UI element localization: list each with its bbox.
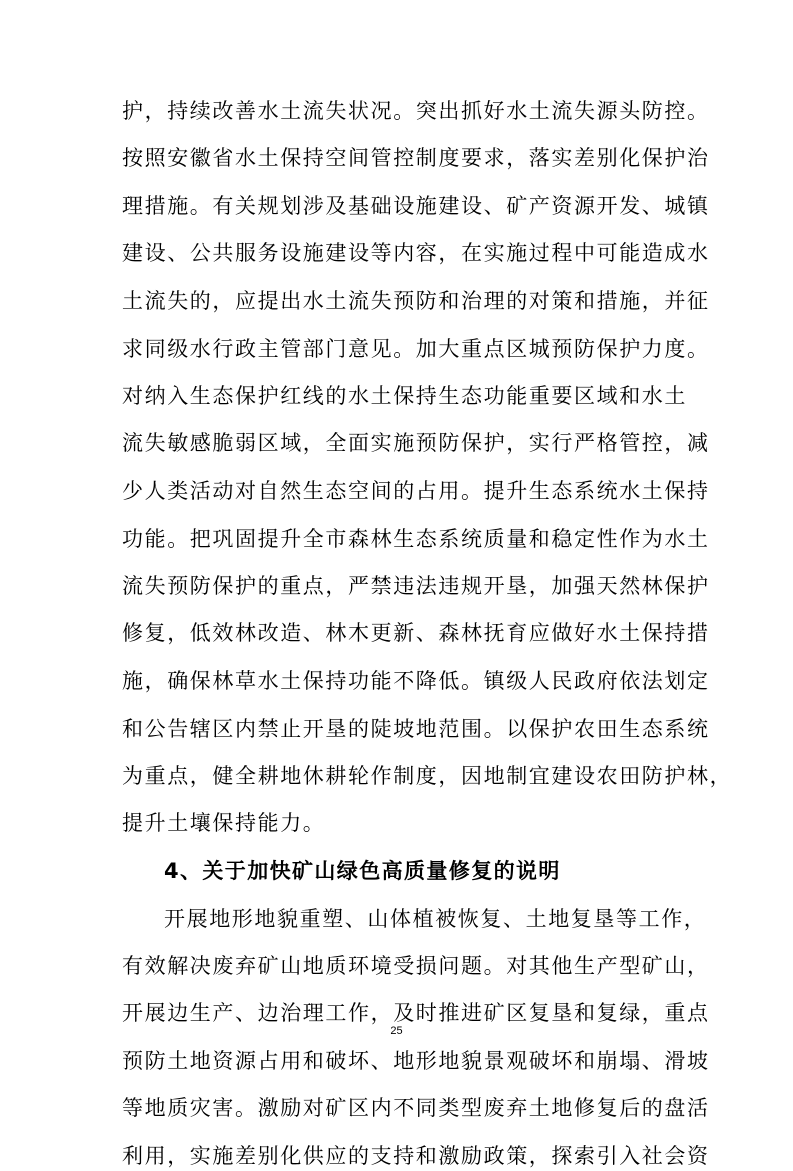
text-line: 少人类活动对自然生态空间的占用。提升生态系统水土保持	[122, 479, 710, 503]
text-line: 提升土壤保持能力。	[122, 811, 326, 835]
text-line: 施，确保林草水土保持功能不降低。镇级人民政府依法划定	[122, 669, 710, 693]
text-line: 建设、公共服务设施建设等内容，在实施过程中可能造成水	[122, 241, 710, 265]
text-line: 预防土地资源占用和破坏、地形地貌景观破坏和崩塌、滑坡	[122, 1049, 710, 1073]
text-line: 按照安徽省水土保持空间管控制度要求，落实差别化保护治	[122, 146, 710, 170]
text-line: 流失预防保护的重点，严禁违法违规开垦，加强天然林保护	[122, 574, 710, 598]
page-number: 25	[390, 1025, 403, 1037]
section-heading: 4、关于加快矿山绿色高质量修复的说明	[164, 859, 561, 883]
text-line: 土流失的，应提出水土流失预防和治理的对策和措施，并征	[122, 289, 710, 313]
text-line: 对纳入生态保护红线的水土保持生态功能重要区域和水土	[122, 384, 687, 408]
text-line: 理措施。有关规划涉及基础设施建设、矿产资源开发、城镇	[122, 194, 710, 218]
text-line: 和公告辖区内禁止开垦的陡坡地范围。以保护农田生态系统	[122, 717, 710, 741]
text-line: 等地质灾害。激励对矿区内不同类型废弃土地修复后的盘活	[122, 1096, 710, 1120]
text-line: 有效解决废弃矿山地质环境受损问题。对其他生产型矿山，	[122, 954, 710, 978]
text-line: 流失敏感脆弱区域，全面实施预防保护，实行严格管控，减	[122, 431, 710, 455]
text-line: 功能。把巩固提升全市森林生态系统质量和稳定性作为水土	[122, 527, 710, 551]
text-line: 利用，实施差别化供应的支持和激励政策，探索引入社会资	[122, 1144, 710, 1168]
text-line: 护，持续改善水土流失状况。突出抓好水土流失源头防控。	[122, 99, 710, 123]
text-line: 开展地形地貌重塑、山体植被恢复、土地复垦等工作，	[164, 907, 707, 931]
text-line: 修复，低效林改造、林木更新、森林抚育应做好水土保持措	[122, 621, 710, 645]
text-line: 求同级水行政主管部门意见。加大重点区城预防保护力度。	[122, 337, 710, 361]
text-line: 为重点，健全耕地休耕轮作制度，因地制宜建设农田防护林，	[122, 764, 733, 788]
text-line: 开展边生产、边治理工作，及时推进矿区复垦和复绿，重点	[122, 1001, 710, 1025]
